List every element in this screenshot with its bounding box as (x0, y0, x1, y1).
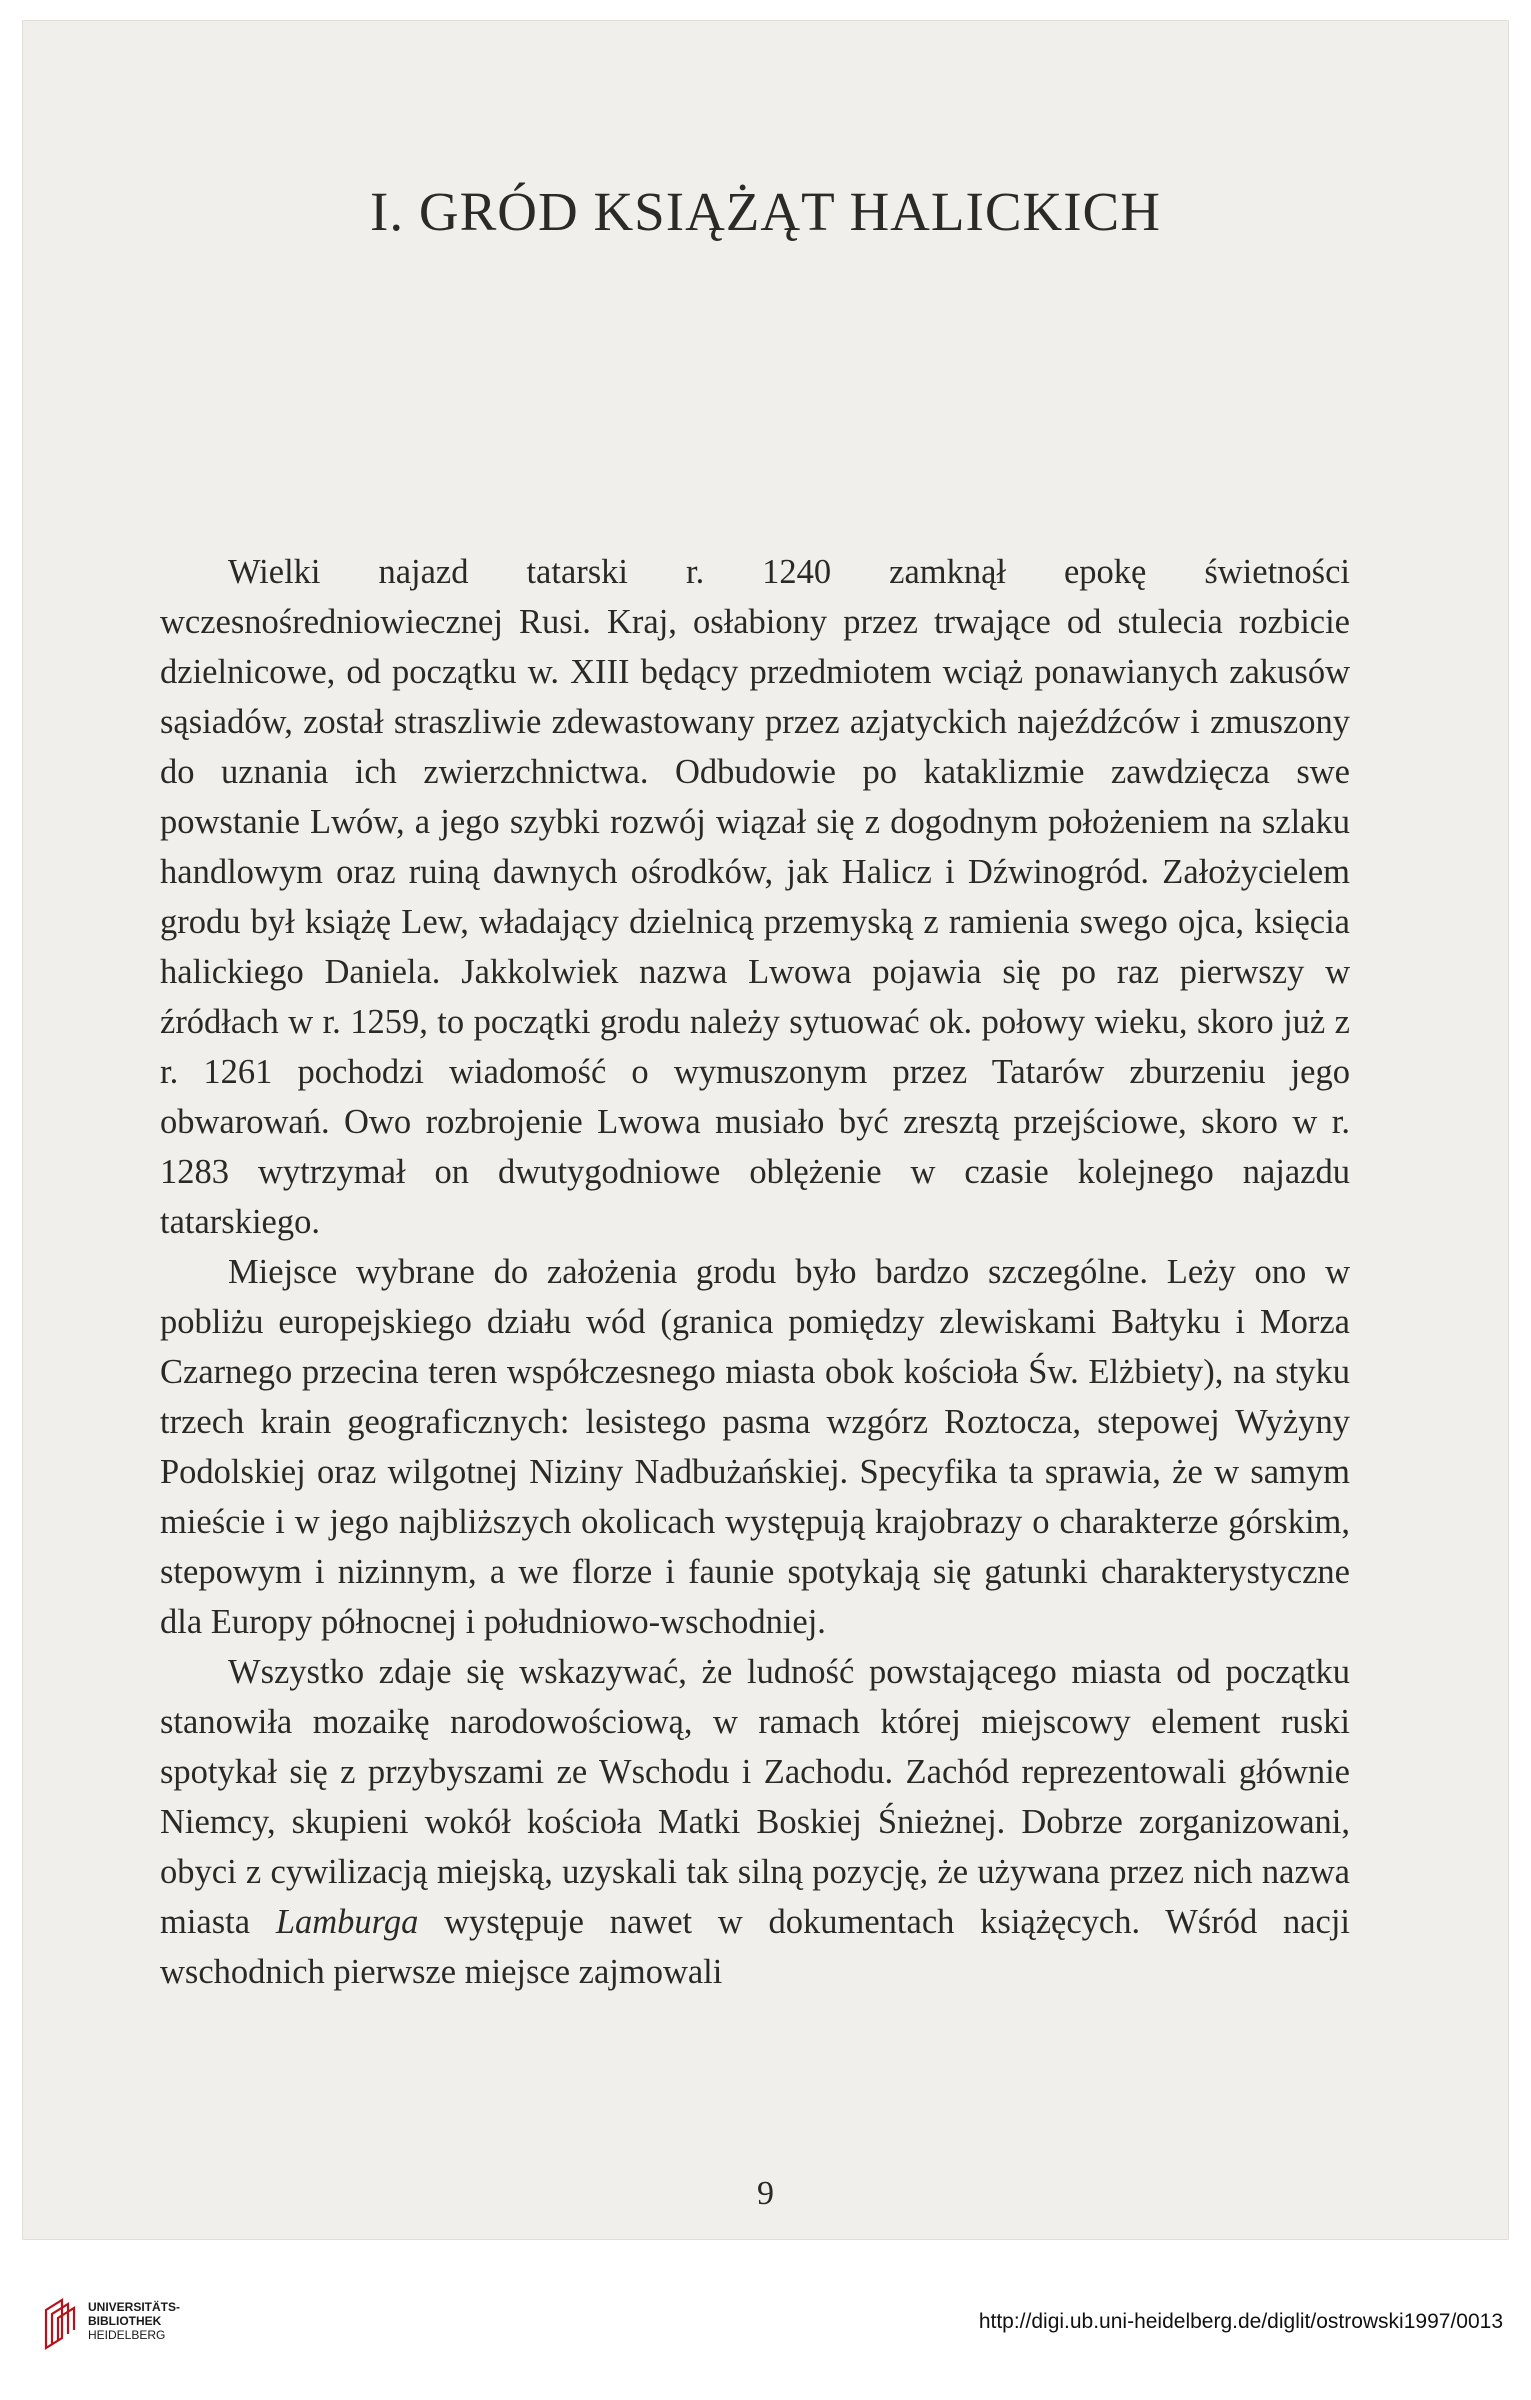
chapter-title: I. GRÓD KSIĄŻĄT HALICKICH (370, 181, 1161, 242)
body-text (160, 547, 1350, 1997)
library-name (88, 2300, 180, 2342)
footer (0, 2290, 1531, 2370)
source-url-link[interactable]: http://digi.ub.uni-heidelberg.de/diglit/ostrowski1997/0013 (978, 2310, 1503, 2333)
library-name-line: HEIDELBERG (88, 2328, 166, 2342)
paragraph: Wielki najazd tatarski r. 1240 zamknął epokę świetności wczesnośredniowiecznej Rusi. Kraj, osłabiony przez trwające od stulecia rozbicie dzielnicowe, od początku w. XIII będący przedmiotem wciąż ponawianych zakusów sąsiadów, został straszliwie zdewastowany przez azjatyckich najeźdźców i zmuszony do uznania ich zwierzchnictwa. Odbudowie po kataklizmie zawdzięcza swe powstanie Lwów, a jego szybki rozwój wiązał się z dogodnym położeniem na szlaku handlowym oraz ruiną dawnych ośrodków, jak Halicz i Dźwinogród. Założycielem grodu był książę Lew, władający dzielnicą przemyską z ramienia swego ojca, księcia halickiego Daniela. Jakkolwiek nazwa Lwowa pojawia się po raz pierwszy w źródłach w r. 1259, to początki grodu należy sytuować ok. połowy wieku, skoro już z r. 1261 pochodzi wiadomość o wymuszonym przez Tatarów zburzeniu jego obwarowań. Owo rozbrojenie Lwowa musiało być zresztą przejściowe, skoro w r. 1283 wytrzymał on dwutygodniowe oblężenie w czasie kolejnego najazdu tatarskiego. (160, 553, 1350, 1241)
page-number: 9 (757, 2175, 774, 2212)
library-logo-icon (40, 2296, 80, 2350)
paragraph-text: Wszystko zdaje się wskazywać, że ludność powstającego miasta od początku stanowiła mozaikę narodowościową, w ramach której miejscowy element ruski spotykał się z przybyszami ze Wschodu i Zachodu. Zachód reprezentowali głównie Niemcy, skupieni wokół kościoła Matki Boskiej Śnieżnej. Dobrze zorganizowani, obyci z cywilizacją miejską, uzyskali tak silną pozycję, że używana przez nich nazwa miasta (160, 1653, 1350, 1941)
paragraph: Miejsce wybrane do założenia grodu było bardzo szczególne. Leży ono w pobliżu europejskiego działu wód (granica pomiędzy zlewiskami Bałtyku i Morza Czarnego przecina teren współczesnego miasta obok kościoła Św. Elżbiety), na styku trzech krain geograficznych: lesistego pasma wzgórz Roztocza, stepowej Wyżyny Podolskiej oraz wilgotnej Niziny Nadbużańskiej. Specyfika ta sprawia, że w samym mieście i w jego najbliższych okolicach występują krajobrazy o charakterze górskim, stepowym i nizinnym, a we florze i faunie spotykają się gatunki charakterystyczne dla Europy północnej i południowo-wschodniej. (160, 1253, 1350, 1641)
paragraph-text: występuje nawet w dokumentach książęcych. Wśród nacji wschodnich pierwsze miejsce zajmowali (160, 1903, 1351, 1991)
library-name-line: BIBLIOTHEK (88, 2314, 162, 2328)
library-name-line: UNIVERSITÄTS- (88, 2300, 181, 2314)
italic-term: Lamburga (275, 1903, 419, 1941)
paragraph (160, 1647, 1350, 1997)
scanned-page (22, 20, 1509, 2240)
